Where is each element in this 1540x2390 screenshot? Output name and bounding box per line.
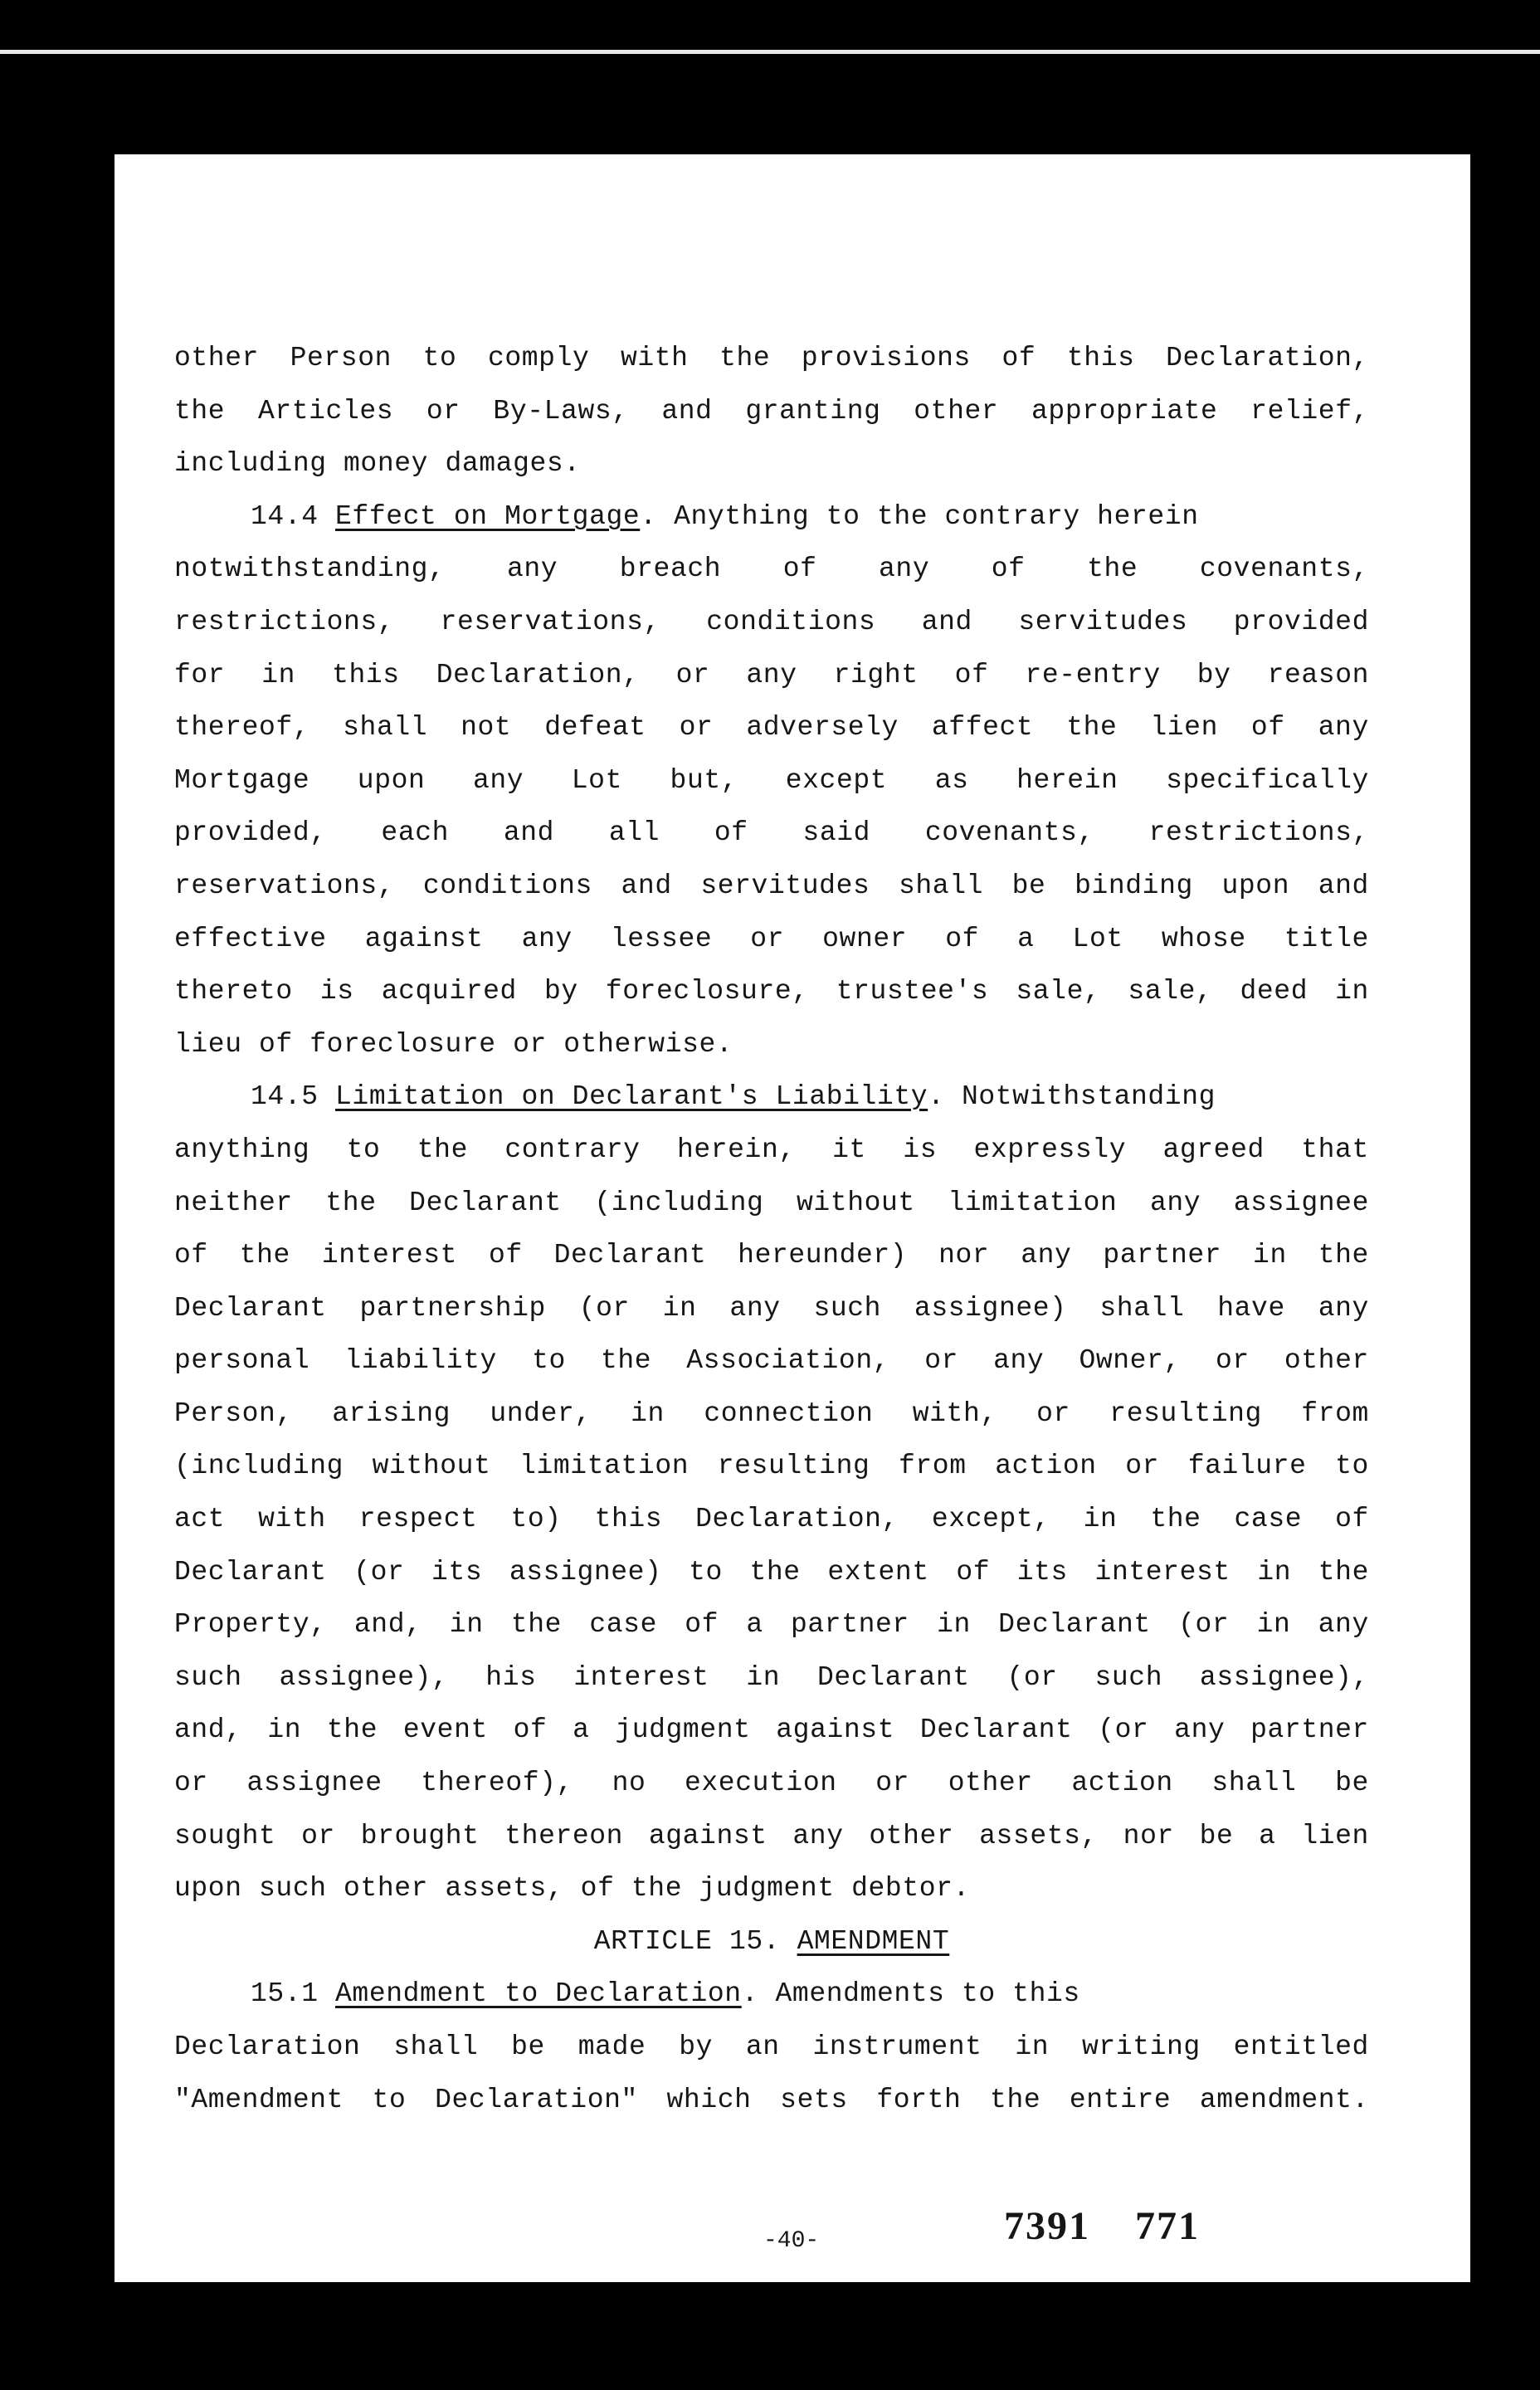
text-line: or assignee thereof), no execution or other action shall be [174,1768,1369,1799]
section-number: 15.1 [251,1978,319,2010]
text-line: notwithstanding, any breach of any of the covenants, [174,554,1369,585]
text-line: neither the Declarant (including without limitation any assignee [174,1187,1369,1218]
text-line: Declarant (or its assignee) to the extent of its interest in the [174,1556,1369,1588]
scan-border-line [0,50,1540,54]
text-line: the Articles or By-Laws, and granting other appropriate relief, [174,395,1369,427]
section-lead-text: . Amendments to this [741,1978,1080,2010]
section-14-5-heading-line [174,1071,1369,1124]
text-line: provided, each and all of said covenants, restrictions, [174,817,1369,849]
document-body [174,332,1369,2126]
text-line: act with respect to) this Declaration, except, in the case of [174,1504,1369,1535]
text-line: reservations, conditions and servitudes shall be binding upon and [174,870,1369,901]
text-line: of the interest of Declarant hereunder) nor any partner in the [174,1240,1369,1271]
text-line: lieu of foreclosure or otherwise. [174,1028,733,1060]
text-line: including money damages. [174,448,581,480]
text-line: restrictions, reservations, conditions and servitudes provided [174,606,1369,637]
section-heading: Effect on Mortgage [335,500,641,532]
text-line: for in this Declaration, or any right of re-entry by reason [174,659,1369,690]
text-line: anything to the contrary herein, it is expressly agreed that [174,1134,1369,1165]
article-15-heading [174,1915,1369,1968]
text-line: upon such other assets, of the judgment debtor. [174,1873,970,1905]
scan-top-border [0,0,1540,116]
text-line: "Amendment to Declaration" which sets forth the entire amendment. [174,2084,1369,2115]
text-line: personal liability to the Association, or any Owner, or other [174,1345,1369,1377]
section-lead-text: . Notwithstanding [928,1081,1216,1113]
section-15-1-heading-line [174,1968,1369,2021]
section-14-4-heading-line [174,490,1369,544]
section-number: 14.4 [251,500,319,532]
text-line: and, in the event of a judgment against Declarant (or any partner [174,1714,1369,1746]
section-heading: Amendment to Declaration [335,1978,742,2010]
text-line: Declarant partnership (or in any such assignee) shall have any [174,1292,1369,1324]
text-line: other Person to comply with the provisions of this Declaration, [174,343,1369,373]
text-line: (including without limitation resulting from action or failure to [174,1451,1369,1482]
text-line: Declaration shall be made by an instrument in writing entitled [174,2032,1369,2062]
text-line: Mortgage upon any Lot but, except as herein specifically [174,764,1369,796]
text-line: Person, arising under, in connection with, or resulting from [174,1397,1369,1429]
text-line: effective against any lessee or owner of a Lot whose title [174,923,1369,954]
text-line: thereto is acquired by foreclosure, trustee's sale, sale, deed in [174,976,1369,1007]
text-line: such assignee), his interest in Declarant (or such assignee), [174,1661,1369,1693]
section-number: 14.5 [251,1081,319,1113]
section-heading: Limitation on Declarant's Liability [335,1081,928,1113]
page-number: -40- [763,2228,820,2254]
book-page-reference: 7391 771 [1004,2204,1200,2248]
article-title: AMENDMENT [797,1925,950,1957]
section-lead-text: . Anything to the contrary herein [640,500,1199,532]
text-line: thereof, shall not defeat or adversely affect the lien of any [174,712,1369,744]
article-prefix: ARTICLE 15. [593,1925,781,1957]
text-line: sought or brought thereon against any other assets, nor be a lien [174,1820,1369,1851]
text-line: Property, and, in the case of a partner in Declarant (or in any [174,1609,1369,1641]
